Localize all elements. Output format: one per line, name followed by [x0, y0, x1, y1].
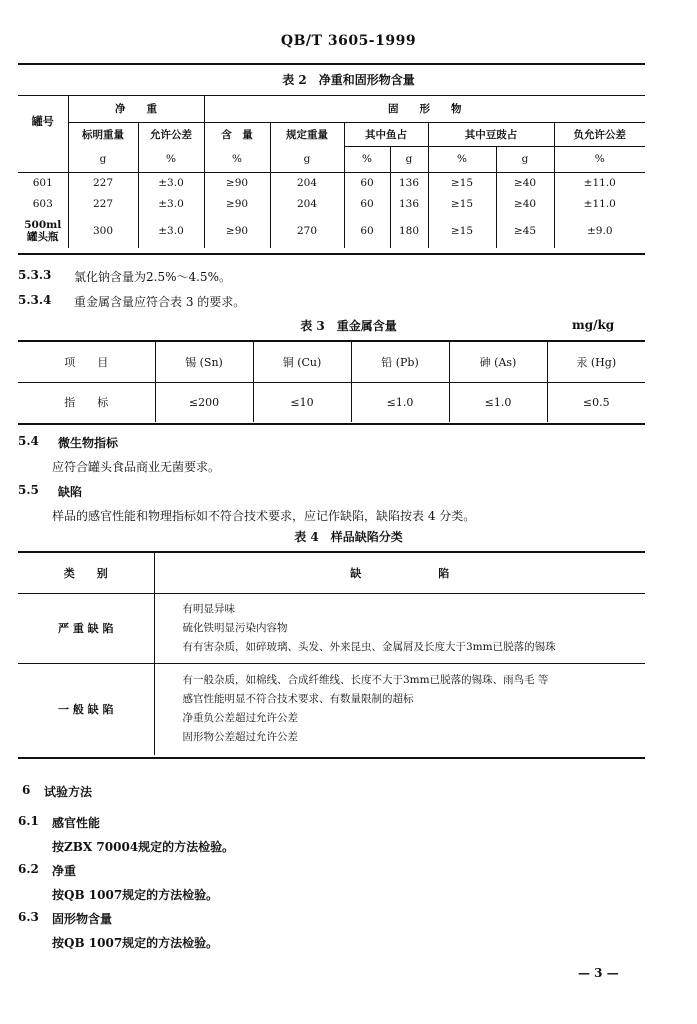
severe-defect-list: [154, 593, 645, 663]
table3-unit: mg/kg: [572, 318, 615, 332]
table-row: [18, 172, 645, 194]
cell-specified: 204: [270, 172, 344, 194]
col-sn-header: 锡 (Sn): [155, 342, 253, 382]
cell-code: 603: [32, 198, 53, 210]
table-row: [18, 214, 645, 248]
cell-content: ≥90: [204, 172, 270, 194]
unit-g: g: [390, 146, 428, 172]
section-5-3-4-text: 重金属含量应符合表 3 的要求。: [74, 295, 246, 309]
cell-negtol: ±11.0: [554, 172, 645, 194]
net-weight-header: 净 重: [68, 96, 204, 122]
col-nominal-header: 标明重量: [68, 122, 138, 146]
table4: [18, 553, 645, 755]
cell-fish-pct: 60: [344, 214, 390, 248]
col-category-header: 类 别: [18, 553, 154, 593]
cell-fish-pct: 60: [344, 194, 390, 214]
col-negtol-header: 负允许公差: [554, 122, 645, 146]
table4-caption: 表 4 样品缺陷分类: [294, 530, 403, 544]
list-item: 硫化铁明显污染内容物: [182, 621, 288, 634]
col-code-header: 罐号: [31, 115, 54, 128]
unit-pct: %: [344, 146, 390, 172]
list-item: 固形物公差超过允许公差: [182, 731, 298, 744]
table-row: [18, 194, 645, 214]
section-5-3-3-number: 5.3.3: [18, 268, 52, 282]
unit-pct: %: [204, 146, 270, 172]
list-item: 有有害杂质，如碎玻璃、头发、外来昆虫、金属屑及长度大于3mm已脱落的锡珠: [182, 640, 556, 653]
cell-tolerance: ±3.0: [138, 194, 204, 214]
section-5-5-text: 样品的感官性能和物理指标如不符合技术要求，应记作缺陷，缺陷按表 4 分类。: [52, 509, 476, 523]
unit-g: g: [270, 146, 344, 172]
cell-hg: ≤0.5: [547, 382, 645, 422]
section-6-2-number: 6.2: [18, 862, 39, 876]
cell-bean-g: ≥40: [496, 172, 554, 194]
section-5-3-3-text: 氯化钠含量为2.5%～4.5%。: [74, 270, 231, 284]
table4-bottom-rule: [18, 757, 645, 759]
cell-as: ≤1.0: [449, 382, 547, 422]
col-defect-header: 缺 陷: [350, 566, 450, 580]
cell-code: 601: [32, 177, 53, 190]
section-6-2-title: 净重: [52, 864, 77, 878]
severe-defect-label: 严 重 缺 陷: [18, 593, 154, 663]
list-item: 感官性能明显不符合技术要求、有数量限制的超标: [182, 693, 414, 706]
cell-code: 500ml 罐头瓶: [24, 219, 62, 243]
cell-fish-pct: 60: [344, 172, 390, 194]
standard-code-header: QB/T 3605-1999: [280, 33, 417, 49]
cell-bean-pct: ≥15: [428, 194, 496, 214]
cell-fish-g: 136: [390, 194, 428, 214]
col-item-header: 项 目: [64, 355, 109, 369]
unit-pct: %: [554, 146, 645, 172]
cell-nominal: 227: [68, 194, 138, 214]
col-fish-header: 其中鱼占: [344, 122, 428, 146]
col-specified-header: 规定重量: [270, 122, 344, 146]
section-5-5-title: 缺陷: [58, 485, 83, 499]
section-6-1-text: 按ZBX 70004规定的方法检验。: [52, 840, 235, 854]
cell-fish-g: 136: [390, 172, 428, 194]
section-6-3-number: 6.3: [18, 910, 39, 924]
page-number: — 3 —: [578, 966, 619, 980]
solid-content-header: 固 形 物: [204, 96, 645, 122]
section-6-3-text: 按QB 1007规定的方法检验。: [52, 936, 219, 950]
section-6-1-number: 6.1: [18, 814, 39, 828]
table-row: [18, 663, 645, 755]
list-item: 有一般杂质，如棉线、合成纤维线、长度不大于3mm已脱落的锡珠、雨鸟毛 等: [182, 674, 549, 687]
cell-nominal: 300: [68, 214, 138, 248]
cell-nominal: 227: [68, 172, 138, 194]
cell-bean-pct: ≥15: [428, 214, 496, 248]
table2: [18, 96, 645, 248]
col-cu-header: 铜 (Cu): [253, 342, 351, 382]
section-6-2-text: 按QB 1007规定的方法检验。: [52, 888, 219, 902]
cell-content: ≥90: [204, 214, 270, 248]
section-5-4-number: 5.4: [18, 434, 39, 448]
table3-bottom-rule: [18, 423, 645, 425]
cell-specified: 270: [270, 214, 344, 248]
cell-tolerance: ±3.0: [138, 214, 204, 248]
section-5-4-title: 微生物指标: [58, 436, 119, 450]
unit-g: g: [68, 146, 138, 172]
cell-cu: ≤10: [253, 382, 351, 422]
col-hg-header: 汞 (Hg): [547, 342, 645, 382]
table2-caption: 表 2 净重和固形物含量: [282, 73, 415, 87]
table2-bottom-rule: [18, 253, 645, 255]
list-item: 净重负公差超过允许公差: [182, 712, 298, 725]
unit-g: g: [496, 146, 554, 172]
unit-pct: %: [138, 146, 204, 172]
section-6-1-title: 感官性能: [52, 816, 101, 830]
section-6-3-title: 固形物含量: [52, 912, 113, 926]
section-6-title: 试验方法: [44, 785, 93, 799]
table-row: [18, 382, 645, 422]
col-tolerance-header: 允许公差: [138, 122, 204, 146]
cell-negtol: ±9.0: [554, 214, 645, 248]
cell-pb: ≤1.0: [351, 382, 449, 422]
unit-pct: %: [428, 146, 496, 172]
col-content-header: 含 量: [204, 122, 270, 146]
section-6-number: 6: [22, 783, 31, 797]
table3: [18, 342, 645, 422]
cell-bean-g: ≥40: [496, 194, 554, 214]
table3-caption: 表 3 重金属含量: [300, 319, 397, 333]
col-bean-header: 其中豆豉占: [428, 122, 554, 146]
cell-specified: 204: [270, 194, 344, 214]
col-as-header: 砷 (As): [449, 342, 547, 382]
cell-bean-g: ≥45: [496, 214, 554, 248]
section-5-3-4-number: 5.3.4: [18, 293, 52, 307]
cell-sn: ≤200: [155, 382, 253, 422]
general-defect-list: [154, 663, 645, 755]
table2-top-rule: [18, 63, 645, 65]
cell-bean-pct: ≥15: [428, 172, 496, 194]
row-label: 指 标: [64, 396, 109, 410]
cell-negtol: ±11.0: [554, 194, 645, 214]
cell-tolerance: ±3.0: [138, 172, 204, 194]
cell-content: ≥90: [204, 194, 270, 214]
col-pb-header: 铅 (Pb): [351, 342, 449, 382]
section-5-4-text: 应符合罐头食品商业无菌要求。: [52, 460, 221, 474]
general-defect-label: 一 般 缺 陷: [18, 663, 154, 755]
table-row: [18, 593, 645, 663]
cell-fish-g: 180: [390, 214, 428, 248]
list-item: 有明显异味: [182, 602, 235, 615]
section-5-5-number: 5.5: [18, 483, 39, 497]
